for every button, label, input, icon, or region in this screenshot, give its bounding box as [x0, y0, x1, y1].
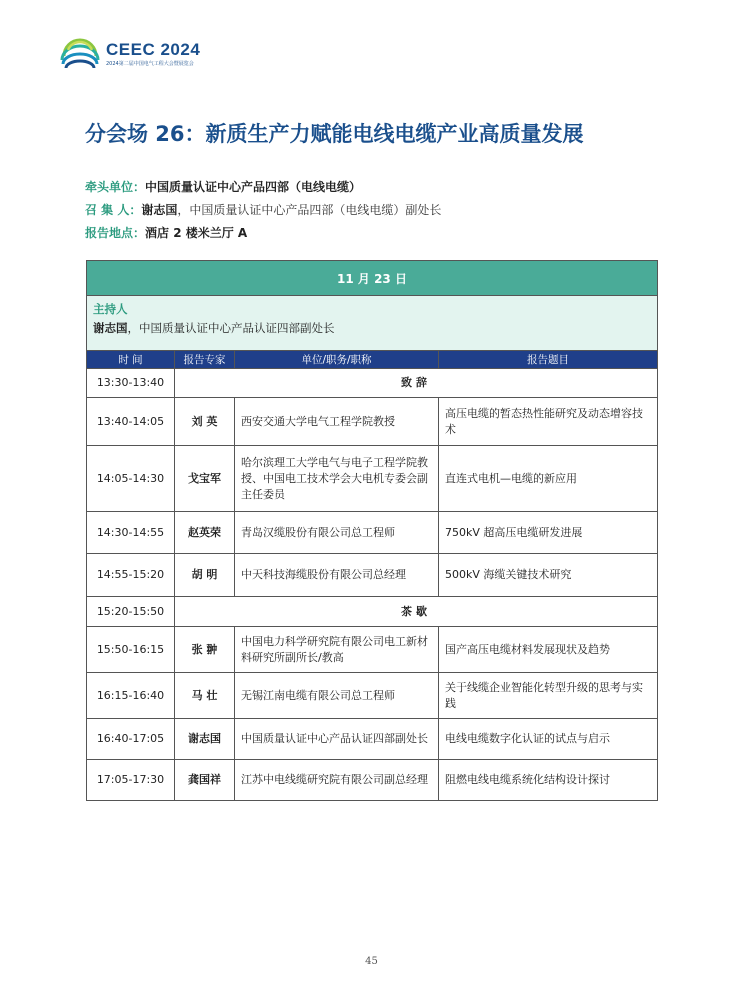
table-row — [87, 398, 658, 446]
location-value: 酒店 2 楼米兰厅 A — [145, 226, 248, 240]
row-topic: 电线电缆数字化认证的试点与启示 — [439, 719, 658, 760]
row-topic: 直连式电机—电缆的新应用 — [439, 446, 658, 512]
row-topic: 关于线缆企业智能化转型升级的思考与实践 — [439, 673, 658, 719]
row-speaker: 刘 英 — [175, 398, 235, 446]
host-row — [87, 296, 658, 351]
row-speaker: 谢志国 — [175, 719, 235, 760]
row-unit: 中天科技海缆股份有限公司总经理 — [235, 554, 439, 597]
row-topic: 阻燃电线电缆系统化结构设计探讨 — [439, 760, 658, 801]
header-row — [87, 351, 658, 369]
date-cell: 11 月 23 日 — [87, 261, 658, 296]
row-time: 14:55-15:20 — [87, 554, 175, 597]
row-unit: 哈尔滨理工大学电气与电子工程学院教授、中国电工技术学会大电机专委会副主任委员 — [235, 446, 439, 512]
organizer-label: 牵头单位： — [85, 180, 146, 194]
row-unit: 青岛汉缆股份有限公司总工程师 — [235, 512, 439, 554]
host-cell — [87, 296, 658, 351]
row-time: 14:05-14:30 — [87, 446, 175, 512]
row-unit: 中国电力科学研究院有限公司电工新材料研究所副所长/教高 — [235, 627, 439, 673]
convener-label: 召 集 人： — [85, 203, 142, 217]
header-speaker: 报告专家 — [175, 351, 235, 369]
host-name: 谢志国 — [93, 321, 128, 335]
row-time: 15:20-15:50 — [87, 597, 175, 627]
host-value — [93, 318, 651, 338]
convener-line — [85, 201, 441, 218]
row-speaker: 赵英荣 — [175, 512, 235, 554]
row-unit: 无锡江南电缆有限公司总工程师 — [235, 673, 439, 719]
row-topic: 高压电缆的暂态热性能研究及动态增容技术 — [439, 398, 658, 446]
ceec-globe-icon — [58, 34, 102, 74]
schedule-table — [86, 260, 658, 801]
location-label: 报告地点： — [85, 226, 146, 240]
table-row — [87, 512, 658, 554]
row-time: 15:50-16:15 — [87, 627, 175, 673]
header-unit: 单位/职务/职称 — [235, 351, 439, 369]
header-topic: 报告题目 — [439, 351, 658, 369]
location-line — [85, 224, 247, 241]
table-row — [87, 369, 658, 398]
logo-subtitle: 2024第二届中国电气工程大会暨展览会 — [106, 61, 194, 67]
table-row — [87, 673, 658, 719]
row-speaker: 胡 明 — [175, 554, 235, 597]
row-topic: 500kV 海缆关键技术研究 — [439, 554, 658, 597]
table-row — [87, 597, 658, 627]
row-unit: 江苏中电线缆研究院有限公司副总经理 — [235, 760, 439, 801]
row-speaker: 马 壮 — [175, 673, 235, 719]
page-number: 45 — [365, 956, 378, 967]
row-time: 16:15-16:40 — [87, 673, 175, 719]
row-topic: 国产高压电缆材料发展现状及趋势 — [439, 627, 658, 673]
table-row — [87, 554, 658, 597]
row-time: 14:30-14:55 — [87, 512, 175, 554]
row-time: 16:40-17:05 — [87, 719, 175, 760]
host-title: ，中国质量认证中心产品认证四部副处长 — [127, 321, 335, 335]
row-span-label: 致辞 — [175, 369, 658, 398]
row-time: 13:40-14:05 — [87, 398, 175, 446]
row-time: 13:30-13:40 — [87, 369, 175, 398]
row-time: 17:05-17:30 — [87, 760, 175, 801]
row-unit: 中国质量认证中心产品认证四部副处长 — [235, 719, 439, 760]
row-topic: 750kV 超高压电缆研发进展 — [439, 512, 658, 554]
table-row — [87, 446, 658, 512]
row-unit: 西安交通大学电气工程学院教授 — [235, 398, 439, 446]
host-label: 主持人 — [93, 302, 128, 316]
date-row — [87, 261, 658, 296]
table-row — [87, 719, 658, 760]
table-row — [87, 627, 658, 673]
row-span-label: 茶歇 — [175, 597, 658, 627]
header-time: 时 间 — [87, 351, 175, 369]
convener-title: ，中国质量认证中心产品四部（电线电缆）副处长 — [177, 203, 442, 217]
table-row — [87, 760, 658, 801]
session-title: 分会场 26：新质生产力赋能电线电缆产业高质量发展 — [85, 122, 584, 146]
organizer-line — [85, 178, 361, 195]
row-speaker: 龚国祥 — [175, 760, 235, 801]
organizer-value: 中国质量认证中心产品四部（电线电缆） — [145, 180, 362, 194]
logo-title: CEEC 2024 — [106, 40, 201, 59]
row-speaker: 戈宝军 — [175, 446, 235, 512]
ceec-logo — [58, 34, 201, 74]
row-speaker: 张 翀 — [175, 627, 235, 673]
convener-name: 谢志国 — [141, 203, 178, 217]
